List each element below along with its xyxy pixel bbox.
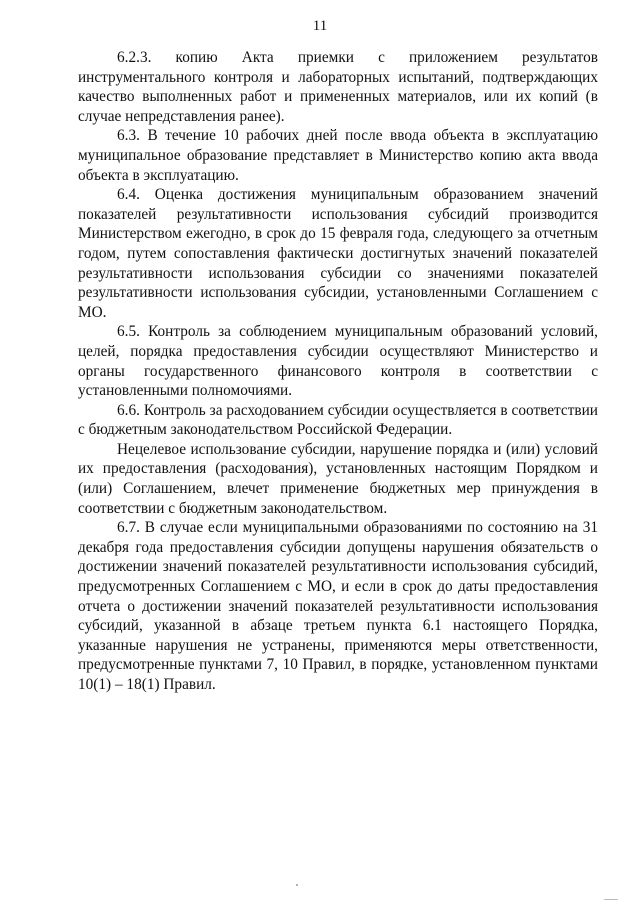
paragraph-misuse: Нецелевое использование субсидии, нарушение порядка и (или) условий их предоставления (расходования), установленных настоящим Порядком и (или) Соглашением, влечет применение бюджетных мер принуждения в соответствии с бюджетным законодательством. [78, 440, 598, 517]
paragraph-6-7: 6.7. В случае если муниципальными образованиями по состоянию на 31 декабря года предоставления субсидии допущены нарушения обязательств о достижении значений показателей результативности использования субсидий, предусмотренных Соглашением с МО, и если в срок до даты предоставления отчета о достижении значений показателей результативности использования субсидий, указанной в абзаце третьем пункта 6.1 настоящего Порядка, указанные нарушения не устранены, применяются меры ответственности, предусмотренные пунктами 7, 10 Правил, в порядке, установленном пунктами 10(1) – 18(1) Правил. [78, 519, 598, 693]
scan-speck [604, 899, 618, 900]
paragraph-6-3: 6.3. В течение 10 рабочих дней после ввода объекта в эксплуатацию муниципальное образование представляет в Министерство копию акта ввода объекта в эксплуатацию. [78, 127, 598, 184]
paragraph-6-6: 6.6. Контроль за расходованием субсидии осуществляется в соответствии с бюджетным законодательством Российской Федерации. [78, 401, 598, 439]
paragraph-6-4: 6.4. Оценка достижения муниципальным образованием значений показателей результативности использования субсидий производится Министерством ежегодно, в срок до 15 февраля года, следующего за отчетным годом, путем сопоставления фактически достигнутых значений показателей результативности использования субсидии со значениями показателей результативности использования субсидии, установленными Соглашением с МО. [78, 186, 598, 321]
page-number: 11 [312, 18, 328, 34]
scan-speck [296, 884, 298, 886]
paragraph-6-5: 6.5. Контроль за соблюдением муниципальным образований условий, целей, порядка предоставления субсидии осуществляют Министерство и органы государственного финансового контроля в соответствии с установленными полномочиями. [78, 323, 598, 400]
paragraph-6-2-3: 6.2.3. копию Акта приемки с приложением результатов инструментального контроля и лабораторных испытаний, подтверждающих качество выполненных работ и примененных материалов, или их копий (в случае непредставления ранее). [78, 49, 598, 125]
document-body [78, 48, 598, 695]
